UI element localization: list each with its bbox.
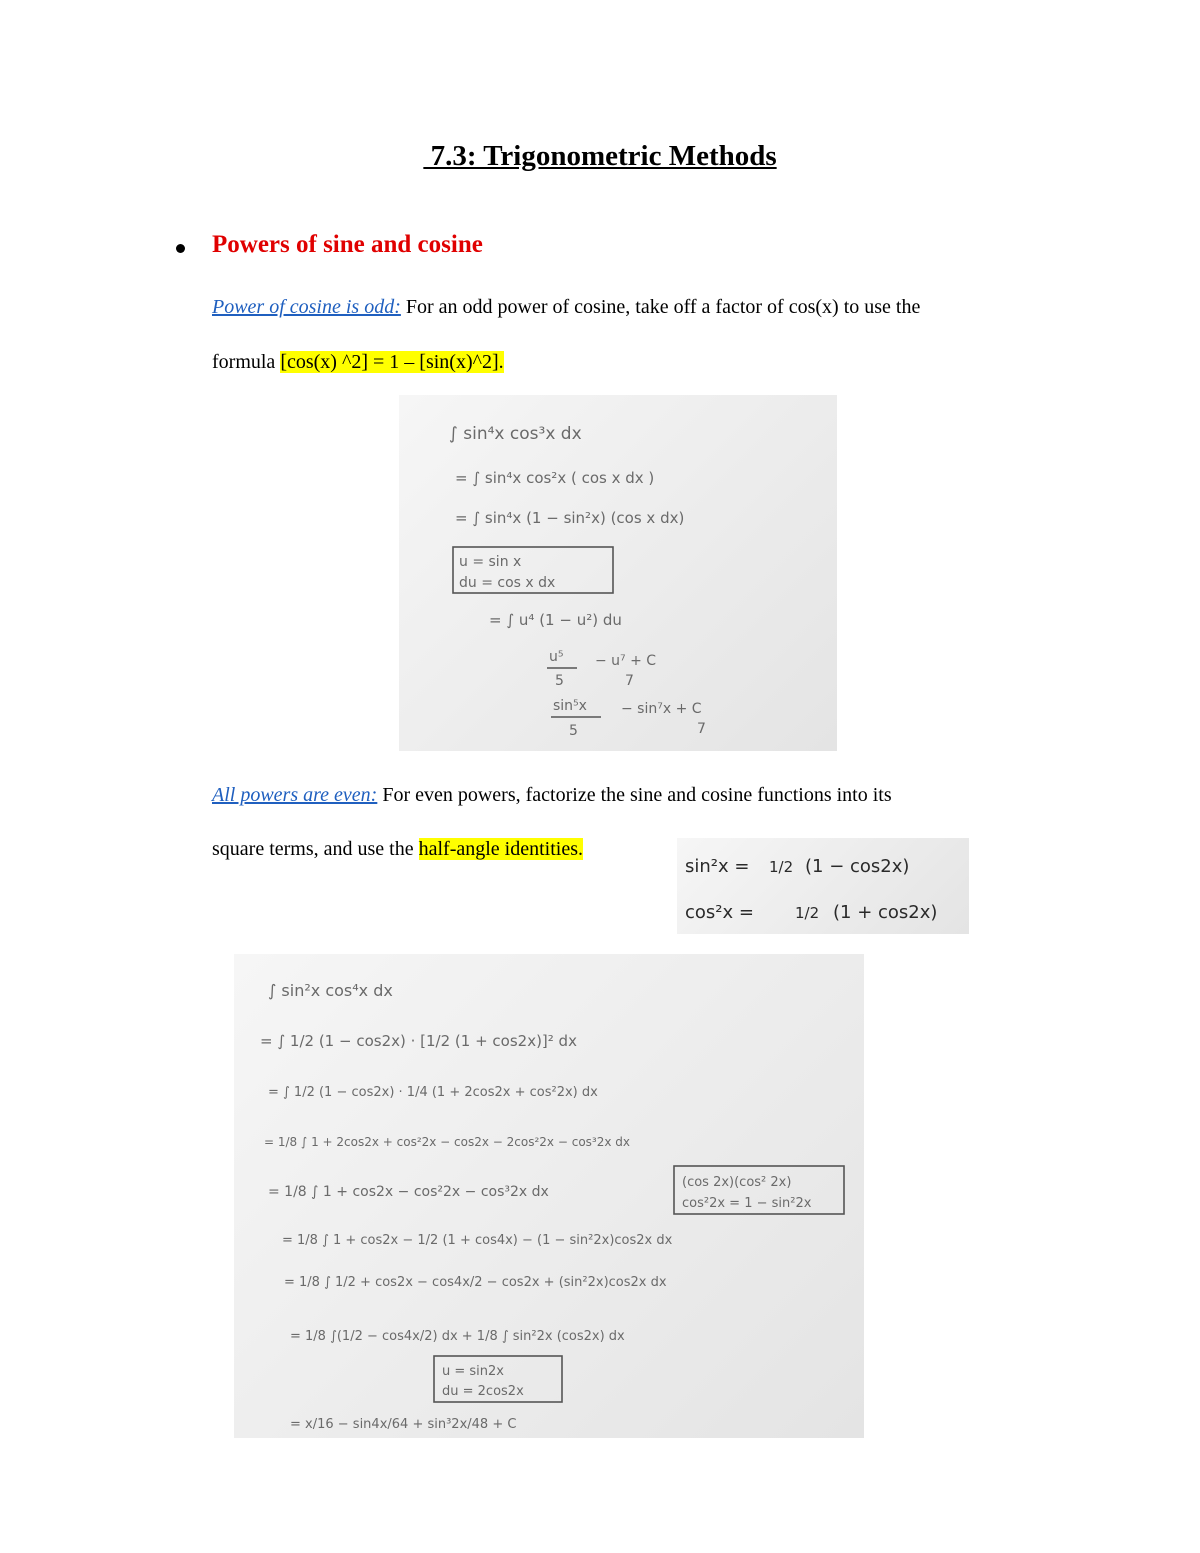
fig1-line: 7 [625, 673, 634, 689]
fig1-line: 5 [569, 723, 578, 739]
fig3-line: = ∫ 1/2 (1 − cos2x) · [1/2 (1 + cos2x)]² dx [260, 1032, 577, 1050]
box-line: (cos 2x)(cos² 2x) [682, 1175, 792, 1190]
fig1-line: 7 [697, 721, 706, 737]
section-heading: Powers of sine and cosine [212, 231, 483, 258]
paragraph-odd-line1 [212, 296, 920, 319]
highlight-half-angle: half-angle identities. [418, 838, 583, 860]
fig3-line: u = sin2x [442, 1364, 504, 1379]
bullet-dot [176, 244, 185, 253]
fig1-line: du = cos x dx [459, 575, 556, 591]
fig1-line: − sin⁷x + C [621, 701, 702, 717]
fig1-line: = ∫ u⁴ (1 − u²) du [489, 611, 622, 629]
highlight-pythagorean-identity: [cos(x) ^2] = 1 – [sin(x)^2]. [280, 351, 504, 373]
fig3-line: = ∫ 1/2 (1 − cos2x) · 1/4 (1 + 2cos2x + cos²2x) dx [268, 1085, 598, 1100]
page-title: 7.3: Trigonometric Methods [423, 140, 777, 172]
fig3-line: = x/16 − sin4x/64 + sin³2x/48 + C [290, 1417, 517, 1432]
fig1-line: − u⁷ + C [595, 653, 657, 669]
paragraph-odd-line2 [212, 351, 504, 374]
fig3-line: = 1/8 ∫ 1 + 2cos2x + cos²2x − cos2x − 2cos²2x − cos³2x dx [264, 1135, 630, 1149]
fig1-line: = ∫ sin⁴x cos²x ( cos x dx ) [455, 469, 655, 487]
handwritten-example-even-photo [234, 954, 864, 1438]
identity-cos-left: cos²x = [685, 902, 754, 923]
identity-half: 1/2 [769, 858, 794, 876]
identity-sin-right: (1 − cos2x) [805, 856, 910, 877]
identity-sin-left: sin²x = [685, 856, 750, 877]
fig3-line: du = 2cos2x [442, 1384, 524, 1399]
fig1-line: ∫ sin⁴x cos³x dx [449, 424, 582, 444]
paragraph-even-text: For even powers, factorize the sine and cosine functions into its [377, 784, 892, 806]
lead-even-powers: All powers are even: [212, 784, 378, 806]
paragraph-odd-text: For an odd power of cosine, take off a factor of cos(x) to use the [400, 296, 921, 318]
paragraph-odd-formula-prefix: formula [212, 351, 281, 373]
fig1-line: 5 [555, 673, 564, 689]
handwritten-example-odd-photo [399, 395, 837, 751]
fig1-line: u = sin x [459, 554, 522, 570]
half-angle-identities-photo [677, 838, 969, 934]
lead-odd-cosine: Power of cosine is odd: [212, 296, 401, 318]
fig3-line: = 1/8 ∫(1/2 − cos4x/2) dx + 1/8 ∫ sin²2x (cos2x) dx [290, 1329, 625, 1344]
identity-cos-right: (1 + cos2x) [833, 902, 938, 923]
identity-half: 1/2 [795, 904, 820, 922]
fig3-line: = 1/8 ∫ 1 + cos2x − cos²2x − cos³2x dx [268, 1184, 549, 1200]
fig3-line: = 1/8 ∫ 1/2 + cos2x − cos4x/2 − cos2x + (sin²2x)cos2x dx [284, 1275, 667, 1290]
paragraph-even-line2 [212, 838, 583, 861]
fig3-line: ∫ sin²x cos⁴x dx [268, 981, 393, 1000]
paragraph-even-prefix: square terms, and use the [212, 838, 419, 860]
paragraph-even-line1 [212, 784, 892, 807]
fig1-line: u⁵ [549, 649, 564, 665]
box-line: cos²2x = 1 − sin²2x [682, 1196, 812, 1211]
fig1-line: sin⁵x [553, 698, 587, 714]
fig3-line: = 1/8 ∫ 1 + cos2x − 1/2 (1 + cos4x) − (1 − sin²2x)cos2x dx [282, 1233, 673, 1248]
fig1-line: = ∫ sin⁴x (1 − sin²x) (cos x dx) [455, 509, 685, 527]
